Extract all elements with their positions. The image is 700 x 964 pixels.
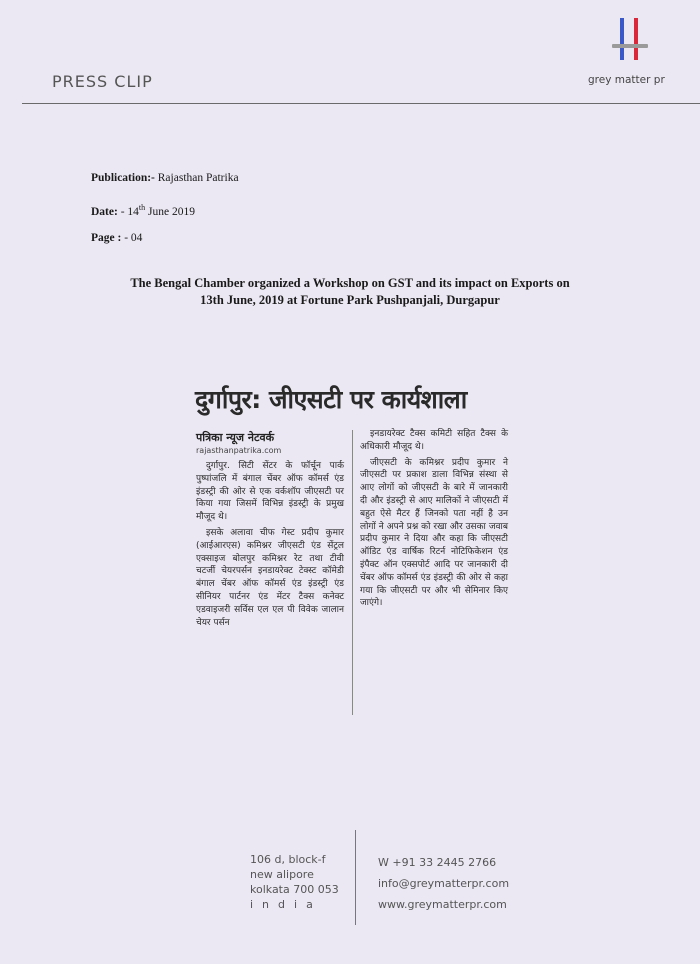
address-line-4: india bbox=[250, 898, 322, 911]
date-rest: June 2019 bbox=[145, 205, 195, 218]
clipping-column-right bbox=[360, 428, 508, 613]
footer-contact bbox=[378, 852, 509, 915]
right-paragraph-1: इनडायरेक्ट टैक्स कमिटी सहित टैक्स के अधिकारी मौजूद थे। bbox=[360, 429, 508, 452]
left-paragraph-2: इसके अलावा चीफ गेस्ट प्रदीप कुमार (आईआरएस) कमिश्नर जीएसटी एंड सेंट्रल एक्साइज बोलपुर कमिश्नर रेट तथा टीवी चटर्जी चेयरपर्सन इनडायरेक्ट टेक्स्ट कॉमेडी बंगाल चेंबर ऑफ कॉमर्स एंड इंडस्ट्री एंड सीनियर पार्टनर एंड मेंटर टैक्स कनेक्ट एडवाइजरी सर्विस एल एल पी विवेक जालान चेयर पर्सन bbox=[196, 527, 344, 628]
clipping-title: दुर्गापुर: जीएसटी पर कार्यशाला bbox=[195, 385, 467, 414]
footer-website[interactable]: www.greymatterpr.com bbox=[378, 898, 507, 911]
clipping-column-left bbox=[196, 460, 344, 632]
footer-address bbox=[250, 852, 339, 912]
publication-line bbox=[91, 172, 239, 184]
footer-divider bbox=[355, 830, 356, 925]
event-headline bbox=[90, 275, 610, 309]
press-clip-label: PRESS CLIP bbox=[52, 72, 153, 91]
page-line bbox=[91, 232, 142, 244]
grey-matter-pr-logo-icon bbox=[608, 14, 652, 66]
footer-email[interactable]: info@greymatterpr.com bbox=[378, 877, 510, 890]
date-label: Date: bbox=[91, 205, 118, 218]
address-line-3: kolkata 700 053 bbox=[250, 883, 339, 896]
footer-phone: W +91 33 2445 2766 bbox=[378, 856, 497, 869]
clipping-site: rajasthanpatrika.com bbox=[196, 446, 282, 455]
page-label: Page : bbox=[91, 232, 122, 244]
date-prefix: - 14 bbox=[117, 205, 139, 218]
header-divider bbox=[22, 103, 700, 104]
address-line-2: new alipore bbox=[250, 868, 314, 881]
publication-value: Rajasthan Patrika bbox=[157, 172, 239, 184]
page-value: - 04 bbox=[121, 232, 143, 244]
logo-text: grey matter pr bbox=[588, 74, 665, 86]
clipping-column-divider bbox=[352, 430, 353, 715]
clipping-byline: पत्रिका न्यूज नेटवर्क bbox=[196, 431, 275, 444]
headline-line-2: 13th June, 2019 at Fortune Park Pushpanjali, Durgapur bbox=[200, 293, 500, 307]
left-paragraph-1: दुर्गापुर. सिटी सेंटर के फॉर्चून पार्क पुष्पांजलि में बंगाल चेंबर ऑफ कॉमर्स एंड इंडस्ट्री की ओर से एक वर्कशॉप जीएसटी पर किया गया जिसमें विभिन्न इंडस्ट्री के प्रमुख मौजूद थे। bbox=[196, 461, 344, 523]
address-line-1: 106 d, block-f bbox=[250, 853, 326, 866]
date-sup: th bbox=[138, 203, 146, 212]
headline-line-1: The Bengal Chamber organized a Workshop on GST and its impact on Exports on bbox=[130, 276, 570, 290]
date-line bbox=[91, 203, 195, 218]
publication-label: Publication:- bbox=[91, 172, 155, 184]
right-paragraph-2: जीएसटी के कमिश्नर प्रदीप कुमार ने जीएसटी पर प्रकाश डाला विभिन्न संस्था से आए लोगों को जीएसटी के बारे में जानकारी दी और इंडस्ट्री से आए मालिकों ने जीएसटी में बहुत ऐसे मैटर हैं जिनको पता नहीं है उन लोगों ने अपने प्रश्न को रखा और उसका जवाब प्रदीप कुमार ने दिया और कहा कि जीएसटी ऑडिट एंड वार्षिक रिटर्न नोटिफिकेशन एंड इंपैक्ट ऑन एक्सपोर्ट आदि पर जानकारी दी चेंबर ऑफ कॉमर्स एंड इंडस्ट्री की ओर से कहा गया कि जीएसटी पर और भी सेमिनार किए जाएंगे। bbox=[360, 457, 508, 609]
